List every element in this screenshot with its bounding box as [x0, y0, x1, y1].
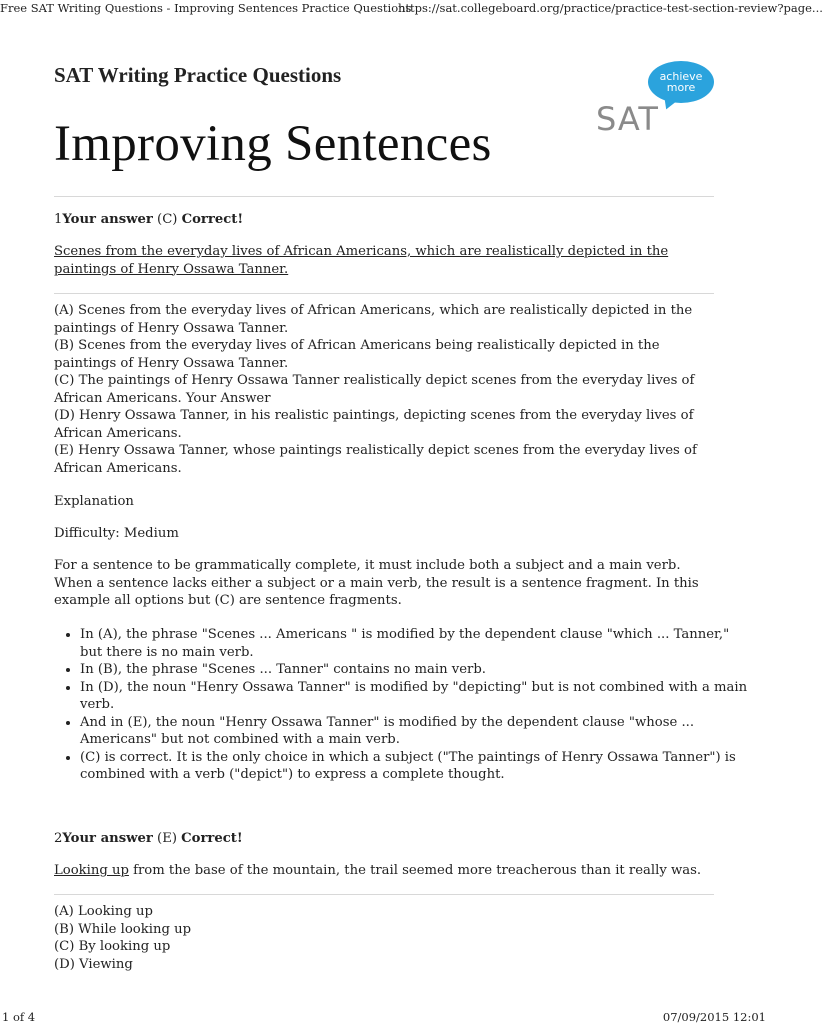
choice-c: (C) By looking up — [54, 939, 171, 954]
question-1-choices — [54, 302, 714, 477]
print-datetime: 07/09/2015 12:01 — [662, 1010, 766, 1024]
divider — [54, 196, 714, 197]
page-title: Improving Sentences — [54, 116, 492, 172]
divider — [54, 293, 714, 294]
page-number: 1 of 4 — [2, 1010, 36, 1024]
explanation-label: Explanation — [54, 494, 134, 509]
question-1-prompt: Scenes from the everyday lives of African Americans, which are realistically depicted in the paintings of Henry Ossawa Tanner. — [54, 244, 669, 277]
choice-d: (D) Henry Ossawa Tanner, in his realistic paintings, depicting scenes from the everyday lives of African Americans. — [54, 408, 694, 441]
question-2-choices — [54, 903, 714, 973]
sat-logo — [596, 60, 716, 140]
question-2-result: 2Your answer (E) Correct! — [54, 831, 243, 846]
choice-c: (C) The paintings of Henry Ossawa Tanner realistically depict scenes from the everyday lives of African Americans. Your Answer — [54, 373, 695, 406]
question-1-result: 1Your answer (C) Correct! — [54, 212, 244, 227]
list-item: • (C) is correct. It is the only choice in which a subject ("The paintings of Henry Ossawa Tanner") is combined with a verb ("depict") to express a complete thought. — [80, 749, 754, 784]
divider — [54, 894, 714, 895]
print-page-title: Free SAT Writing Questions - Improving Sentences Practice Questions — [0, 1, 412, 15]
print-footer — [0, 1010, 768, 1024]
choice-d: (D) Viewing — [54, 956, 133, 972]
choice-a: (A) Looking up — [54, 904, 153, 919]
list-item: • In (B), the phrase "Scenes ... Tanner" contains no main verb. — [80, 661, 754, 679]
explanation-text: For a sentence to be grammatically complete, it must include both a subject and a main verb. When a sentence lacks either a subject or a main verb, the result is a sentence fragment. In this example all options but (C) are sentence fragments. — [54, 558, 699, 608]
list-item: • And in (E), the noun "Henry Ossawa Tanner" is modified by the dependent clause "whose ... Americans" but not combined with a main verb. — [80, 714, 754, 749]
list-item: • In (D), the noun "Henry Ossawa Tanner" is modified by "depicting" but is not combined with a main verb. — [80, 679, 754, 714]
choice-e: (E) Henry Ossawa Tanner, whose paintings realistically depict scenes from the everyday lives of African Americans. — [54, 443, 697, 476]
print-header — [0, 0, 823, 20]
print-page-url: https://sat.collegeboard.org/practice/practice-test-section-review?page... — [398, 1, 823, 15]
sat-wordmark: SAT — [596, 100, 659, 138]
question-2-prompt: Looking up from the base of the mountain, the trail seemed more treacherous than it really was. — [54, 863, 702, 878]
list-item: • In (A), the phrase "Scenes ... Americans " is modified by the dependent clause "which ... Tanner," but there is no main verb. — [80, 626, 754, 661]
achieve-more-bubble: achieve more — [648, 61, 714, 103]
explanation-bullets — [40, 626, 754, 784]
choice-b: (B) While looking up — [54, 921, 192, 937]
difficulty: Difficulty: Medium — [54, 526, 179, 541]
choice-a: (A) Scenes from the everyday lives of African Americans, which are realistically depicted in the paintings of Henry Ossawa Tanner. — [54, 303, 693, 336]
site-title: SAT Writing Practice Questions — [54, 63, 342, 87]
choice-b: (B) Scenes from the everyday lives of African Americans being realistically depicted in the paintings of Henry Ossawa Tanner. — [54, 338, 660, 371]
